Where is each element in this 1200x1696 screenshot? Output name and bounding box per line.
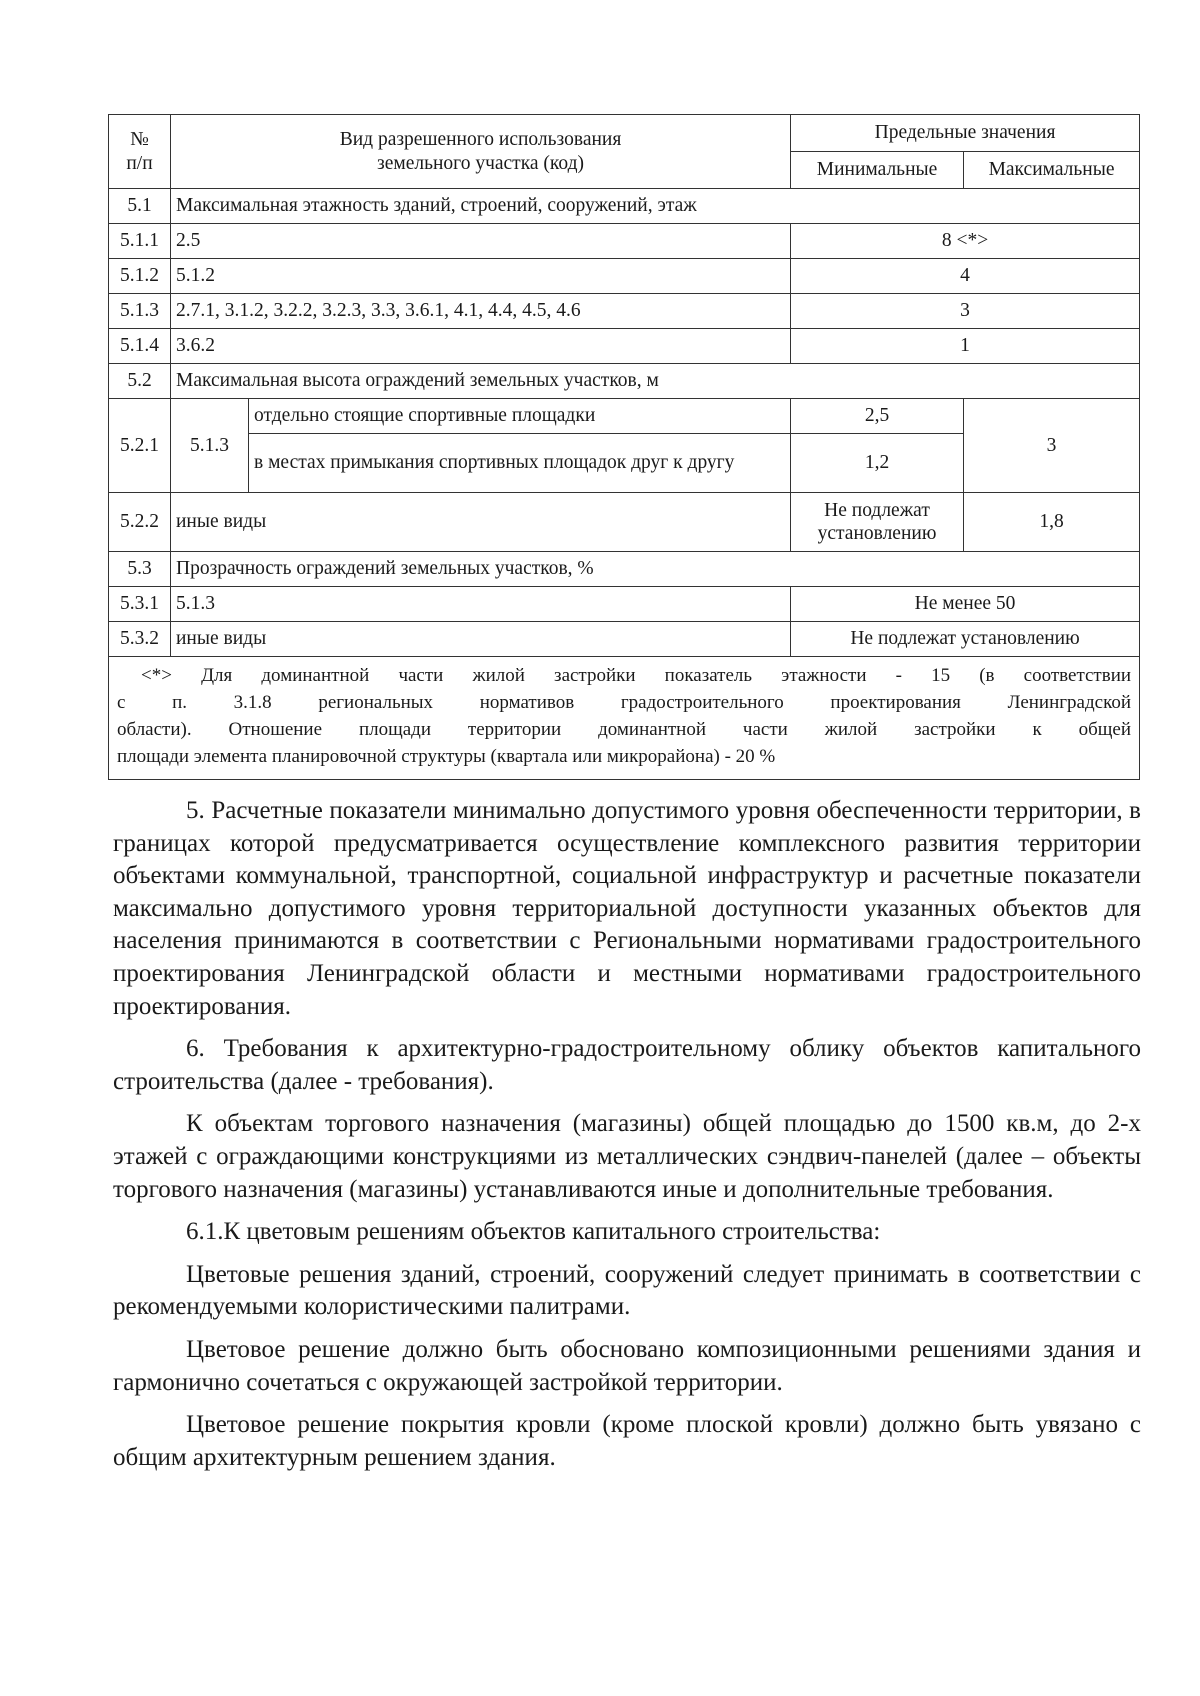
row-max: 3 [964,399,1140,493]
table-row [109,259,1140,294]
row-code: 5.1.3 [171,587,791,622]
table-row [109,622,1140,657]
paragraph-6: 6. Требования к архитектурно-градостроительному облику объектов капитального строительства (далее - требования). [113,1035,1141,1095]
paragraph-6-1: 6.1.К цветовым решениям объектов капитального строительства: [186,1218,881,1246]
row-num: 5.1 [109,189,171,224]
header-min: Минимальные [791,152,964,189]
row-min: Не подлежат установлению [791,493,964,552]
table-row [109,329,1140,364]
row-code: 5.1.2 [171,259,791,294]
row-num: 5.3.2 [109,622,171,657]
row-num: 5.2 [109,364,171,399]
paragraph-6-1-composition: Цветовое решение должно быть обосновано композиционными решениями здания и гармонично сочетаться с окружающей застройкой территории. [113,1335,1141,1396]
row-value: Не менее 50 [791,587,1140,622]
row-value: 1 [791,329,1140,364]
row-section-title: Максимальная этажность зданий, строений, сооружений, этаж [171,189,1140,224]
row-subtype: отдельно стоящие спортивные площадки [249,399,791,434]
table-row [109,224,1140,259]
row-min: 1,2 [791,434,964,493]
table-footnote-row [109,657,1140,780]
row-num: 5.1.2 [109,259,171,294]
norms-table [108,114,1140,780]
row-code: 3.6.2 [171,329,791,364]
paragraph-6-shops: К объектам торгового назначения (магазины) общей площадью до 1500 кв.м, до 2-х этажей с ограждающими конструкциями из металлических сэндвич-панелей (далее – объекты торгового назначения (магазины) устанавливаются иные и дополнительные требования. [113,1110,1141,1203]
row-code: 5.1.3 [171,399,249,493]
row-value: 4 [791,259,1140,294]
row-num: 5.2.1 [109,399,171,493]
row-subtype: в местах примыкания спортивных площадок друг к другу [249,434,791,493]
header-use-type: Вид разрешенного использования земельного участка (код) [171,115,791,189]
footnote-line: <*> Для доминантной части жилой застройки показатель этажности - 15 (в соответствии [141,665,1132,686]
footnote-line: площади элемента планировочной структуры (квартала или микрорайона) - 20 % [117,745,776,767]
paragraph-5: 5. Расчетные показатели минимально допустимого уровня обеспеченности территории, в границах которой предусматривается осуществление комплексного развития территории объектами коммунальной, транспортной, социальной инфраструктур и расчетные показатели максимально допустимого уровня территориальной доступности указанных объектов для населения принимаются в соответствии с Региональными нормативами градостроительного проектирования Ленинградской области и местными нормативами градостроительного проектирования. [113,797,1141,1020]
row-min: 2,5 [791,399,964,434]
row-max: 1,8 [964,493,1140,552]
paragraph-6-1-palettes: Цветовые решения зданий, строений, сооружений следует принимать в соответствии с рекомендуемыми колористическими палитрами. [113,1260,1141,1321]
row-value: Не подлежат установлению [791,622,1140,657]
footnote-line: с п. 3.1.8 региональных нормативов градостроительного проектирования Ленинградской [117,691,1132,713]
row-value: 8 <*> [791,224,1140,259]
row-section-title: Максимальная высота ограждений земельных участков, м [171,364,1140,399]
table-footnote [109,657,1140,780]
footnote-line: области). Отношение площади территории доминантной части жилой застройки к общей [117,718,1132,740]
header-num: № п/п [109,115,171,189]
paragraph-6-1-roof: Цветовое решение покрытия кровли (кроме плоской кровли) должно быть увязано с общим архитектурным решением здания. [113,1411,1141,1471]
row-code: 2.7.1, 3.1.2, 3.2.2, 3.2.3, 3.3, 3.6.1, 4.1, 4.4, 4.5, 4.6 [171,294,791,329]
row-num: 5.3 [109,552,171,587]
table-header-row [109,115,1140,152]
table-row [109,587,1140,622]
row-num: 5.1.1 [109,224,171,259]
row-value: 3 [791,294,1140,329]
table-row [109,294,1140,329]
row-num: 5.1.4 [109,329,171,364]
row-code: иные виды [171,493,791,552]
row-code: 2.5 [171,224,791,259]
header-max: Максимальные [964,152,1140,189]
row-code: иные виды [171,622,791,657]
header-limit-values: Предельные значения [791,115,1140,152]
table-row [109,364,1140,399]
table-row [109,189,1140,224]
row-num: 5.1.3 [109,294,171,329]
table-row [109,493,1140,552]
row-num: 5.3.1 [109,587,171,622]
table-row [109,552,1140,587]
table-row [109,399,1140,434]
row-section-title: Прозрачность ограждений земельных участков, % [171,552,1140,587]
body-text [113,795,1141,1474]
row-num: 5.2.2 [109,493,171,552]
